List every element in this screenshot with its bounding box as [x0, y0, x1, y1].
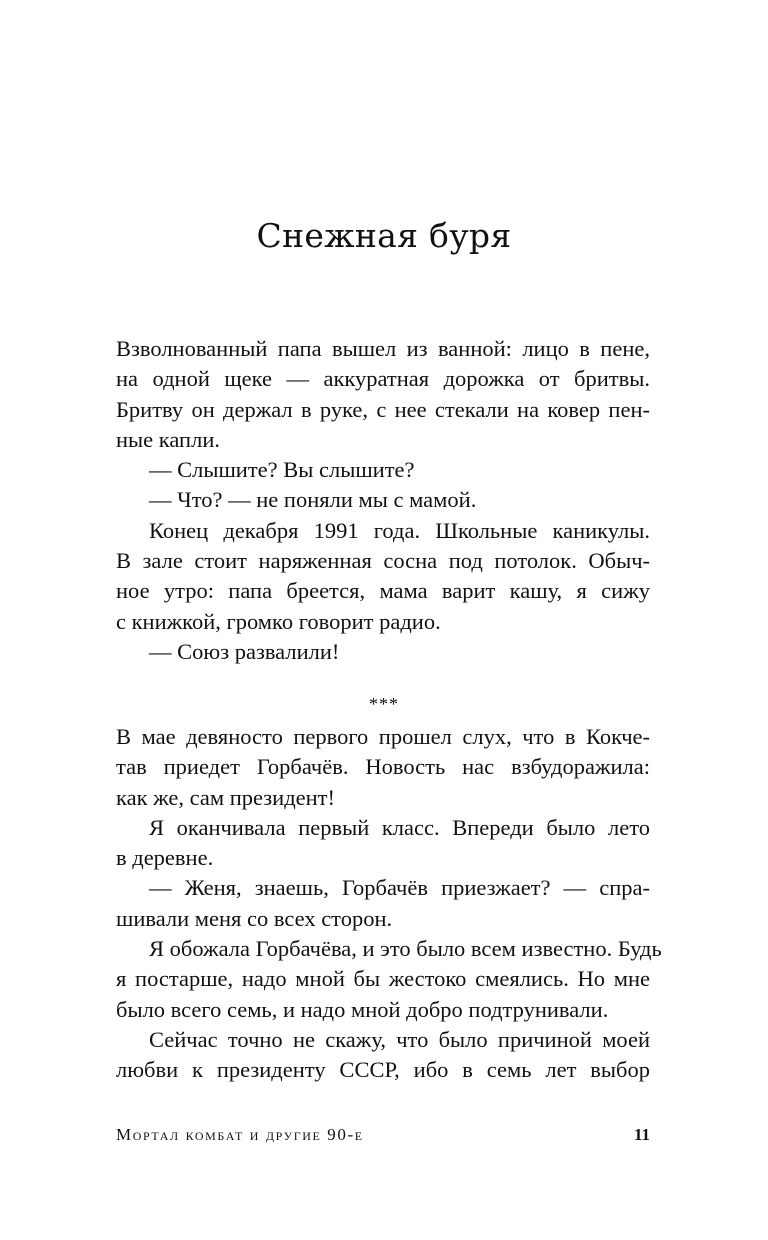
dialogue-line: — Что? — не поняли мы с мамой.	[149, 487, 477, 513]
section-2-text	[116, 722, 662, 1086]
dialogue-line: — Слышите? Вы слышите?	[149, 457, 415, 483]
section-separator: ***	[369, 694, 399, 714]
dialogue-line: — Женя, знаешь, Горбачёв приезжает? — спра-	[149, 875, 650, 901]
text-line: тав приедет Горбачёв. Новость нас взбудоражила:	[116, 754, 650, 780]
text-line: В мае девяносто первого прошел слух, что в Кокче-	[116, 724, 650, 749]
page-number: 11	[633, 1125, 650, 1144]
text-line: в деревне.	[116, 845, 214, 871]
text-line: я постарше, надо мной бы жестоко смеялись. Но мне	[116, 966, 650, 992]
text-line: В зале стоит наряженная сосна под потолок. Обыч-	[116, 548, 650, 574]
text-line: ное утро: папа бреется, мама варит кашу, я сижу	[116, 578, 650, 604]
text-line: было всего семь, и надо мной добро подтрунивали.	[116, 996, 609, 1022]
text-line: Бритву он держал в руке, с нее стекали на ковер пен-	[116, 396, 650, 422]
text-line: Взволнованный папа вышел из ванной: лицо в пене,	[116, 336, 650, 361]
text-line: Я оканчивала первый класс. Впереди было лето	[149, 814, 650, 840]
text-line: ные капли.	[116, 426, 220, 452]
text-line: шивали меня со всех сторон.	[116, 905, 393, 931]
text-line: Конец декабря 1991 года. Школьные каникулы.	[149, 517, 650, 543]
text-line: на одной щеке — аккуратная дорожка от бритвы.	[116, 366, 650, 392]
text-line: любви к президенту СССР, ибо в семь лет выбор	[116, 1057, 650, 1083]
text-line: Я обожала Горбачёва, и это было всем известно. Будь	[149, 936, 662, 962]
text-line: Сейчас точно не скажу, что было причиной моей	[149, 1026, 650, 1052]
text-line: как же, сам президент!	[116, 784, 336, 810]
section-1-text	[116, 334, 650, 667]
dialogue-line: — Союз развалили!	[149, 638, 340, 664]
running-footer-book-title: Мортал комбат и другие 90-е	[116, 1125, 364, 1144]
chapter-title: Снежная буря	[256, 216, 512, 255]
text-line: с книжкой, громко говорит радио.	[116, 608, 441, 634]
